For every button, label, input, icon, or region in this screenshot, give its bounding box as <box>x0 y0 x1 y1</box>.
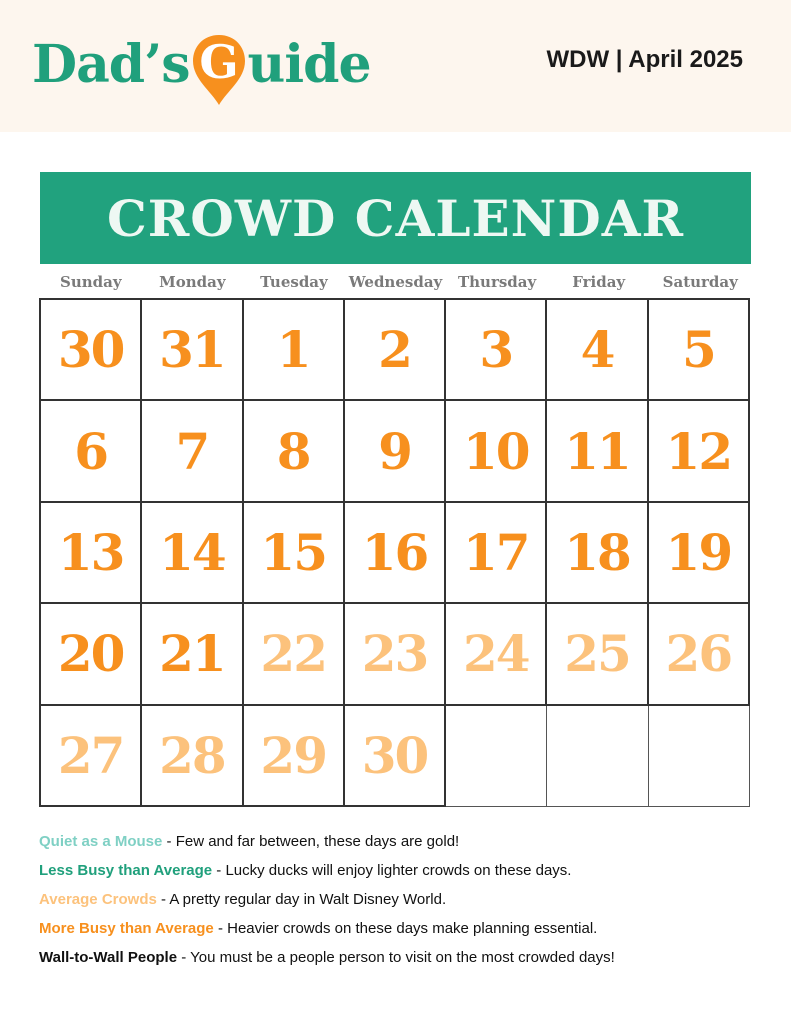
map-pin-icon <box>191 33 247 107</box>
calendar-day-cell[interactable] <box>345 300 446 401</box>
day-number: 4 <box>580 320 614 380</box>
weekday-header <box>40 270 751 296</box>
day-number: 18 <box>564 522 630 582</box>
weekday-label: Saturday <box>662 273 738 291</box>
header-bar <box>0 0 791 132</box>
weekday-label: Monday <box>159 273 226 291</box>
page-subtitle: WDW | April 2025 <box>546 46 743 73</box>
day-number: 1 <box>276 320 310 380</box>
calendar-day-cell[interactable] <box>446 300 547 401</box>
day-number: 24 <box>462 624 529 684</box>
legend-label: Average Crowds <box>39 891 157 908</box>
legend-row <box>39 919 759 948</box>
day-number: 26 <box>665 624 732 684</box>
legend-description: - A pretty regular day in Walt Disney World. <box>156 891 447 908</box>
calendar-day-cell[interactable] <box>649 401 750 502</box>
calendar-day-cell[interactable] <box>547 604 648 705</box>
day-number: 30 <box>361 725 428 785</box>
calendar-day-cell[interactable] <box>142 401 243 502</box>
day-number: 12 <box>665 421 732 481</box>
calendar-day-cell[interactable] <box>345 706 446 807</box>
calendar-banner <box>40 172 751 264</box>
calendar-day-cell[interactable] <box>41 706 142 807</box>
calendar-day-cell[interactable] <box>446 503 547 604</box>
calendar-day-cell[interactable] <box>244 401 345 502</box>
calendar-day-cell[interactable] <box>244 604 345 705</box>
weekday-label: Tuesday <box>260 273 328 291</box>
day-number: 28 <box>159 725 225 785</box>
calendar-day-cell[interactable] <box>142 706 243 807</box>
legend-row <box>39 890 759 919</box>
legend-row <box>39 861 759 890</box>
calendar-day-cell[interactable] <box>41 604 142 705</box>
day-number: 19 <box>665 522 732 582</box>
calendar-day-cell[interactable] <box>649 604 750 705</box>
calendar-day-cell[interactable] <box>41 503 142 604</box>
calendar-day-cell[interactable] <box>142 503 243 604</box>
crowd-legend <box>39 832 759 977</box>
day-number: 10 <box>462 421 529 481</box>
calendar-day-cell[interactable] <box>142 604 243 705</box>
day-number: 22 <box>260 624 326 684</box>
day-number: 21 <box>159 624 225 684</box>
calendar-day-cell[interactable] <box>244 706 345 807</box>
day-number: 23 <box>361 624 428 684</box>
day-number: 29 <box>260 725 326 785</box>
calendar-day-cell[interactable] <box>41 401 142 502</box>
day-number: 25 <box>564 624 630 684</box>
day-number: 7 <box>175 421 209 481</box>
legend-label: Quiet as a Mouse <box>39 833 163 850</box>
calendar-title: CROWD CALENDAR <box>106 188 685 248</box>
weekday-label: Wednesday <box>348 273 443 291</box>
calendar-grid <box>39 298 750 807</box>
day-number: 20 <box>57 624 124 684</box>
legend-description: - Few and far between, these days are gold! <box>162 833 460 850</box>
calendar-day-cell[interactable] <box>142 300 243 401</box>
calendar-day-cell[interactable] <box>547 300 648 401</box>
weekday-label: Friday <box>572 273 626 291</box>
calendar-day-cell[interactable] <box>649 503 750 604</box>
logo-text-right: uide <box>247 33 371 95</box>
calendar-day-cell[interactable] <box>345 401 446 502</box>
day-number: 16 <box>361 522 428 582</box>
legend-label: Less Busy than Average <box>39 862 213 879</box>
calendar-day-cell[interactable] <box>345 503 446 604</box>
calendar-day-cell[interactable] <box>244 503 345 604</box>
weekday-label: Sunday <box>60 273 122 291</box>
calendar-day-cell[interactable] <box>244 300 345 401</box>
logo-pin-letter: G <box>199 35 238 89</box>
legend-description: - Lucky ducks will enjoy lighter crowds on these days. <box>212 862 572 879</box>
legend-description: - Heavier crowds on these days make planning essential. <box>213 920 598 937</box>
dads-guide-logo[interactable] <box>32 24 371 104</box>
calendar-cell-empty <box>446 706 547 807</box>
calendar-cell-empty <box>649 706 750 807</box>
day-number: 17 <box>462 522 529 582</box>
legend-row <box>39 832 759 861</box>
day-number: 3 <box>479 320 513 380</box>
legend-row <box>39 948 759 977</box>
day-number: 30 <box>57 320 124 380</box>
day-number: 31 <box>159 320 225 380</box>
calendar-day-cell[interactable] <box>446 604 547 705</box>
day-number: 27 <box>57 725 124 785</box>
day-number: 2 <box>378 320 411 380</box>
day-number: 9 <box>378 421 411 481</box>
legend-description: - You must be a people person to visit on the most crowded days! <box>177 949 615 966</box>
legend-label: Wall-to-Wall People <box>39 949 178 966</box>
day-number: 8 <box>276 421 310 481</box>
weekday-label: Thursday <box>457 273 537 291</box>
day-number: 5 <box>681 320 715 380</box>
legend-label: More Busy than Average <box>39 920 214 937</box>
calendar-cell-empty <box>547 706 648 807</box>
day-number: 11 <box>564 421 630 481</box>
calendar-day-cell[interactable] <box>446 401 547 502</box>
day-number: 13 <box>57 522 124 582</box>
logo-text-left: Dad’s <box>32 33 190 95</box>
calendar-day-cell[interactable] <box>41 300 142 401</box>
day-number: 14 <box>159 522 225 582</box>
calendar-day-cell[interactable] <box>345 604 446 705</box>
day-number: 6 <box>74 421 108 481</box>
day-number: 15 <box>260 522 326 582</box>
calendar-day-cell[interactable] <box>547 401 648 502</box>
calendar-day-cell[interactable] <box>547 503 648 604</box>
calendar-day-cell[interactable] <box>649 300 750 401</box>
